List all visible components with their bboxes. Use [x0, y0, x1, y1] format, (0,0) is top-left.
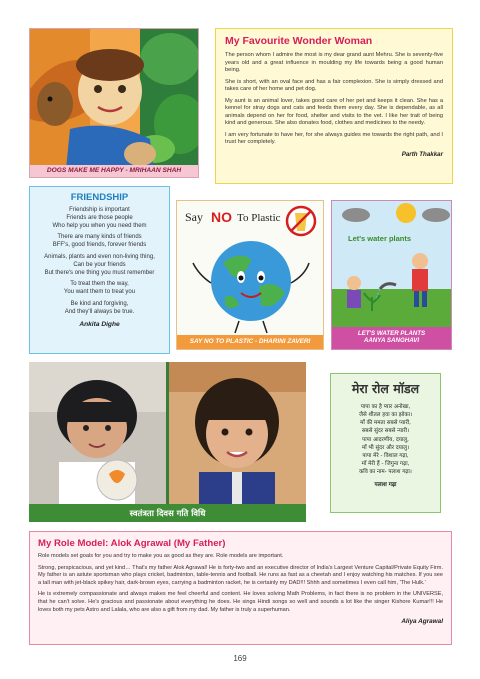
poem-stanza: [34, 207, 165, 230]
poem-line: पापा आदरणीय, दयालु,: [362, 436, 409, 443]
drawing-text-say: Say: [185, 210, 203, 224]
role-model-paragraph: Role models set goals for you and try to make you as good as they are. Role models are important.: [38, 553, 284, 559]
poem-line: Animals, plants and even non-living thing,: [44, 253, 155, 260]
poem-line: You want them to treat you: [63, 289, 136, 296]
independence-day-photos: [29, 362, 306, 522]
hindi-poem-title: मेरा रोल मॉडल: [351, 381, 420, 396]
poem-line: BFF's, good friends, forever friends: [52, 242, 147, 249]
friendship-poem: [29, 186, 170, 354]
plastic-drawing: [176, 200, 324, 350]
poem-line: But there's one thing you must remember: [44, 269, 155, 276]
hindi-poem: [330, 373, 441, 513]
poem-line: पापा मेरे - विशाल गढ़ा,: [362, 452, 409, 459]
poem-stanza: [34, 301, 165, 317]
plastic-drawing-image: [177, 201, 324, 337]
dogs-painting-image: [30, 29, 199, 178]
friendship-author: Ankita Dighe: [79, 320, 120, 328]
poem-line: माँ मेरी हैं - जिगुना गढ़ा,: [361, 460, 410, 467]
poem-stanza: [34, 281, 165, 297]
poem-line: Friends are those people: [66, 214, 133, 221]
poem-line: Friendship is important: [69, 207, 130, 213]
poem-stanza: [34, 254, 165, 277]
caption-author: AANYA SANGHAVI: [363, 337, 420, 345]
poem-line: And they'll always be true.: [64, 308, 135, 315]
plastic-drawing-caption: SAY NO TO PLASTIC - DHARINI ZAVERI: [177, 335, 323, 349]
wonder-woman-article: [215, 28, 453, 184]
role-model-paragraph: He is extremely compassionate and always makes me feel cheerful and content. He loves solving Math Problems, in fact there is no problem in the UNIVERSE, that he can't solve. He's gracious and passionate about everything he does. He sings Hindi songs so well and sounds a lot like the singer Kishore Kumar!!! He loves both my pets Astro and Lalala, who are also a gift from my dad. My father is truly a superhuman.: [38, 591, 443, 613]
role-model-paragraph: Strong, perspicacious, and yet kind… That's my father Alok Agrawal! He is forty-two and an executive director of India's Largest Venture Capital/Private Equity Firm. My father is an astute sportsman who plays cricket, badminton, table-tennis and football. He runs as fast as a cheetah and I enjoy watching his matches. If you see a tall man with jet-black spikey hair, dark-brown eyes, carrying a badminton racket, he is certainly my DAD!!! Shhh and sometimes I even call him, 'The Hulk.': [38, 564, 443, 586]
photos-caption: स्वतंत्रता दिवस गति विधि: [29, 504, 306, 522]
hindi-poem-author: पलाश गढ़ा: [374, 482, 397, 489]
poem-line: जैसे शीतल हवा का झोका।: [358, 412, 413, 419]
dogs-painting-caption: DOGS MAKE ME HAPPY - MRIHAAN SHAH: [30, 165, 198, 177]
drawing-text-to-plastic: To Plastic: [237, 212, 281, 224]
poem-line: Be kind and forgiving,: [70, 300, 129, 307]
poem-line: माँ की ममता सबसे प्यारी,: [360, 420, 411, 427]
water-plants-caption: [332, 327, 451, 349]
drawing-text-water: Let's water plants: [348, 234, 412, 243]
role-model-author: Aliya Agrawal: [401, 618, 443, 626]
wonder-woman-paragraph: I am very fortunate to have her, for she always guides me towards the right path, and I trust her completely.: [225, 131, 443, 146]
drawing-text-no: NO: [211, 209, 232, 225]
poem-line: कवि का नाम- पलाश गढ़ा।: [359, 469, 412, 475]
wonder-woman-title: My Favourite Wonder Woman: [225, 35, 373, 47]
caption-line: LET'S WATER PLANTS: [357, 330, 426, 337]
friendship-title: FRIENDSHIP: [70, 192, 129, 203]
dogs-painting: [29, 28, 199, 178]
water-plants-drawing-image: [332, 201, 452, 329]
wonder-woman-paragraph: She is short, with an oval face and has a fair complexion. She is simply dressed and takes care of her home and pet dog.: [225, 78, 443, 93]
water-plants-drawing: [331, 200, 452, 350]
poem-line: Can be your friends: [73, 261, 126, 268]
role-model-title: My Role Model: Alok Agrawal (My Father): [38, 538, 226, 549]
poem-line: To treat them the way,: [70, 281, 129, 288]
role-model-article: [29, 531, 452, 645]
poem-line: माँ भी सुंदर और दयालु।: [361, 444, 410, 451]
photos-image: [29, 362, 306, 504]
poem-line: सबसे सुंदर सबसे न्यारी।: [361, 428, 410, 435]
wonder-woman-paragraph: The person whom I admire the most is my dear grand aunt Mehru. She is seventy-five years old and a great influence in moulding my life towards being a good human being.: [225, 52, 443, 74]
poem-line: पापा का है प्यार अनोखा,: [360, 404, 411, 410]
page-number: 169: [233, 654, 247, 663]
poem-line: Who help you when you need them: [52, 222, 147, 229]
poem-line: There are many kinds of friends: [57, 234, 142, 241]
poem-stanza: [34, 234, 165, 250]
wonder-woman-author: Parth Thakkar: [401, 150, 443, 158]
wonder-woman-paragraph: My aunt is an animal lover, takes good care of her pet and keeps it clean. She has a kennel for stray dogs and cats and feeds them every day. She is dependable, as all animals depend on her for food, shelter and visits to the vet. I like her trait of being kind and generous. She also donates food, clothes and medicines to the needy.: [225, 97, 443, 127]
